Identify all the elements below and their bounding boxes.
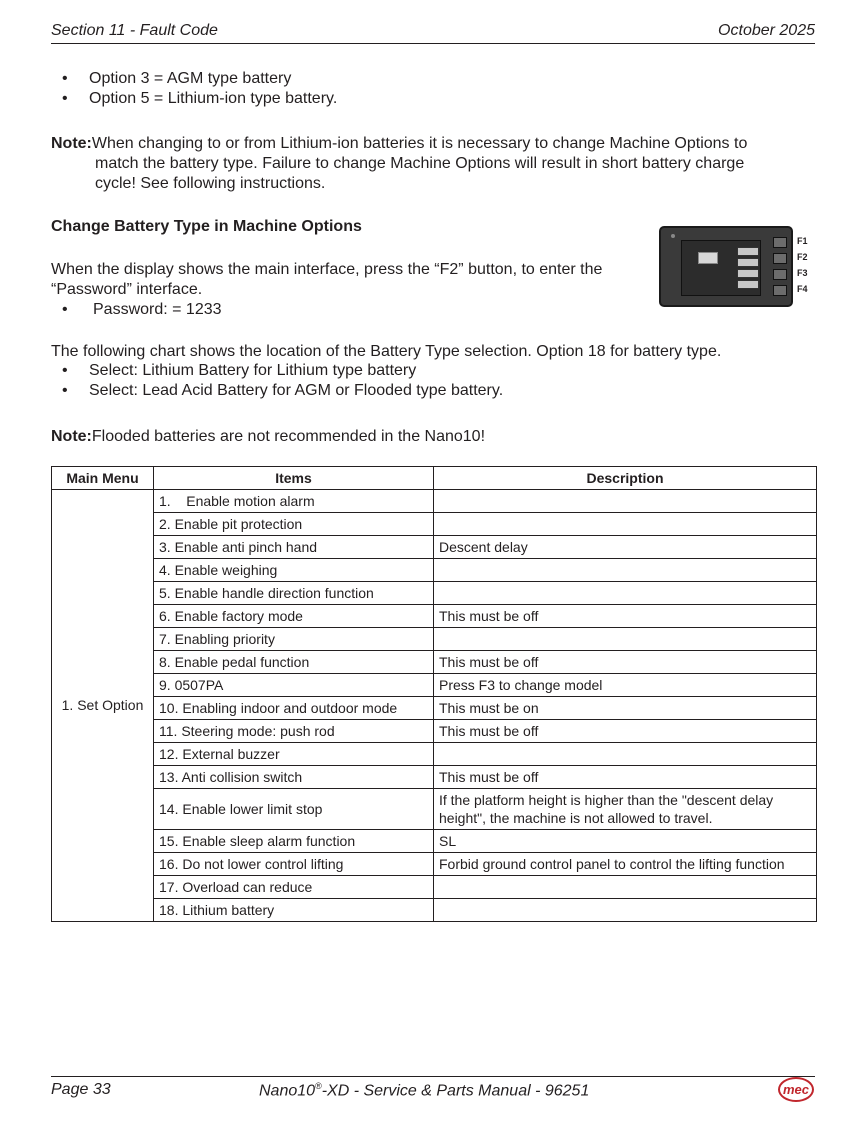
soft-key xyxy=(737,258,759,267)
section-title: Section 11 - Fault Code xyxy=(51,22,218,39)
item-cell: 10. Enabling indoor and outdoor mode xyxy=(154,697,434,720)
list-item: • Password: = 1233 xyxy=(62,301,222,318)
display-controller-image xyxy=(659,226,793,307)
note-line: match the battery type. Failure to change Machine Options will result in short battery charge xyxy=(95,155,745,172)
table-row xyxy=(52,651,817,674)
item-cell: 2. Enable pit protection xyxy=(154,513,434,536)
table-row xyxy=(52,605,817,628)
description-cell: Descent delay xyxy=(434,536,817,559)
description-cell xyxy=(434,513,817,536)
table-row xyxy=(52,513,817,536)
description-cell xyxy=(434,582,817,605)
f3-key xyxy=(773,269,787,280)
lcd-readout xyxy=(698,252,718,264)
description-cell: Press F3 to change model xyxy=(434,674,817,697)
table-header-row xyxy=(52,467,817,490)
header-main-menu: Main Menu xyxy=(52,467,154,490)
item-cell: 18. Lithium battery xyxy=(154,899,434,922)
item-cell: 6. Enable factory mode xyxy=(154,605,434,628)
item-cell: 4. Enable weighing xyxy=(154,559,434,582)
description-cell: Forbid ground control panel to control the lifting function xyxy=(434,853,817,876)
header-divider xyxy=(51,43,815,44)
instruction-line: When the display shows the main interface, press the “F2” button, to enter the xyxy=(51,261,603,278)
description-cell: This must be off xyxy=(434,766,817,789)
description-cell xyxy=(434,899,817,922)
soft-key xyxy=(737,280,759,289)
table-row xyxy=(52,536,817,559)
description-cell xyxy=(434,490,817,513)
main-menu-cell: 1. Set Option xyxy=(52,490,154,922)
f2-label: F2 xyxy=(797,252,808,262)
description-cell xyxy=(434,743,817,766)
note-lithium xyxy=(51,134,811,194)
item-cell: 12. External buzzer xyxy=(154,743,434,766)
description-cell xyxy=(434,628,817,651)
item-cell: 16. Do not lower control lifting xyxy=(154,853,434,876)
password-list xyxy=(51,300,222,320)
note-text: Flooded batteries are not recommended in the Nano10! xyxy=(91,428,486,445)
description-cell: SL xyxy=(434,830,817,853)
manual-title: Nano10®-XD - Service & Parts Manual - 96251 xyxy=(259,1081,590,1100)
table-row xyxy=(52,789,817,830)
chart-intro: The following chart shows the location of the Battery Type selection. Option 18 for battery type. xyxy=(51,343,722,360)
description-cell xyxy=(434,559,817,582)
item-cell: 5. Enable handle direction function xyxy=(154,582,434,605)
indicator-led xyxy=(671,234,675,238)
item-cell: 9. 0507PA xyxy=(154,674,434,697)
page-number: Page 33 xyxy=(51,1081,111,1098)
section-heading: Change Battery Type in Machine Options xyxy=(51,218,362,235)
item-cell: 11. Steering mode: push rod xyxy=(154,720,434,743)
select-list xyxy=(51,361,503,401)
note-line: cycle! See following instructions. xyxy=(95,175,326,192)
soft-key xyxy=(737,247,759,256)
table-row xyxy=(52,674,817,697)
battery-option-list xyxy=(51,69,337,109)
description-cell xyxy=(434,876,817,899)
footer-divider xyxy=(51,1076,815,1077)
item-cell: 17. Overload can reduce xyxy=(154,876,434,899)
item-cell: 3. Enable anti pinch hand xyxy=(154,536,434,559)
table-row xyxy=(52,490,817,513)
f4-label: F4 xyxy=(797,284,808,294)
f1-key xyxy=(773,237,787,248)
table-row xyxy=(52,853,817,876)
f3-label: F3 xyxy=(797,268,808,278)
header-description: Description xyxy=(434,467,817,490)
table-row xyxy=(52,743,817,766)
f2-key xyxy=(773,253,787,264)
f1-label: F1 xyxy=(797,236,808,246)
table-row xyxy=(52,582,817,605)
header-date: October 2025 xyxy=(718,22,815,39)
table-row xyxy=(52,766,817,789)
item-cell: 8. Enable pedal function xyxy=(154,651,434,674)
soft-key xyxy=(737,269,759,278)
note-label: Note: xyxy=(51,135,92,152)
list-item: • Option 5 = Lithium-ion type battery. xyxy=(62,90,338,107)
header-items: Items xyxy=(154,467,434,490)
list-item: • Select: Lead Acid Battery for AGM or Flooded type battery. xyxy=(62,382,504,399)
item-cell: 14. Enable lower limit stop xyxy=(154,789,434,830)
list-item: • Option 3 = AGM type battery xyxy=(62,70,292,87)
table-row xyxy=(52,720,817,743)
table-row xyxy=(52,899,817,922)
f4-key xyxy=(773,285,787,296)
table-row xyxy=(52,697,817,720)
description-cell: This must be off xyxy=(434,605,817,628)
description-cell: This must be off xyxy=(434,720,817,743)
table-row xyxy=(52,876,817,899)
description-cell: If the platform height is higher than the "descent delay height", the machine is not allowed to travel. xyxy=(434,789,817,830)
note-line: When changing to or from Lithium-ion batteries it is necessary to change Machine Options to xyxy=(91,135,748,152)
mec-logo: mec xyxy=(778,1077,814,1102)
table-row xyxy=(52,559,817,582)
item-cell: 7. Enabling priority xyxy=(154,628,434,651)
note-label: Note: xyxy=(51,428,92,445)
item-cell: 15. Enable sleep alarm function xyxy=(154,830,434,853)
list-item: • Select: Lithium Battery for Lithium type battery xyxy=(62,362,417,379)
item-cell: 13. Anti collision switch xyxy=(154,766,434,789)
note-flooded xyxy=(51,427,485,447)
description-cell: This must be off xyxy=(434,651,817,674)
item-cell: 1. Enable motion alarm xyxy=(154,490,434,513)
description-cell: This must be on xyxy=(434,697,817,720)
table-row xyxy=(52,628,817,651)
display-screen xyxy=(681,240,761,296)
set-option-table xyxy=(51,466,817,922)
instruction-line: “Password” interface. xyxy=(51,281,203,298)
table-row xyxy=(52,830,817,853)
instruction-text xyxy=(51,260,651,300)
